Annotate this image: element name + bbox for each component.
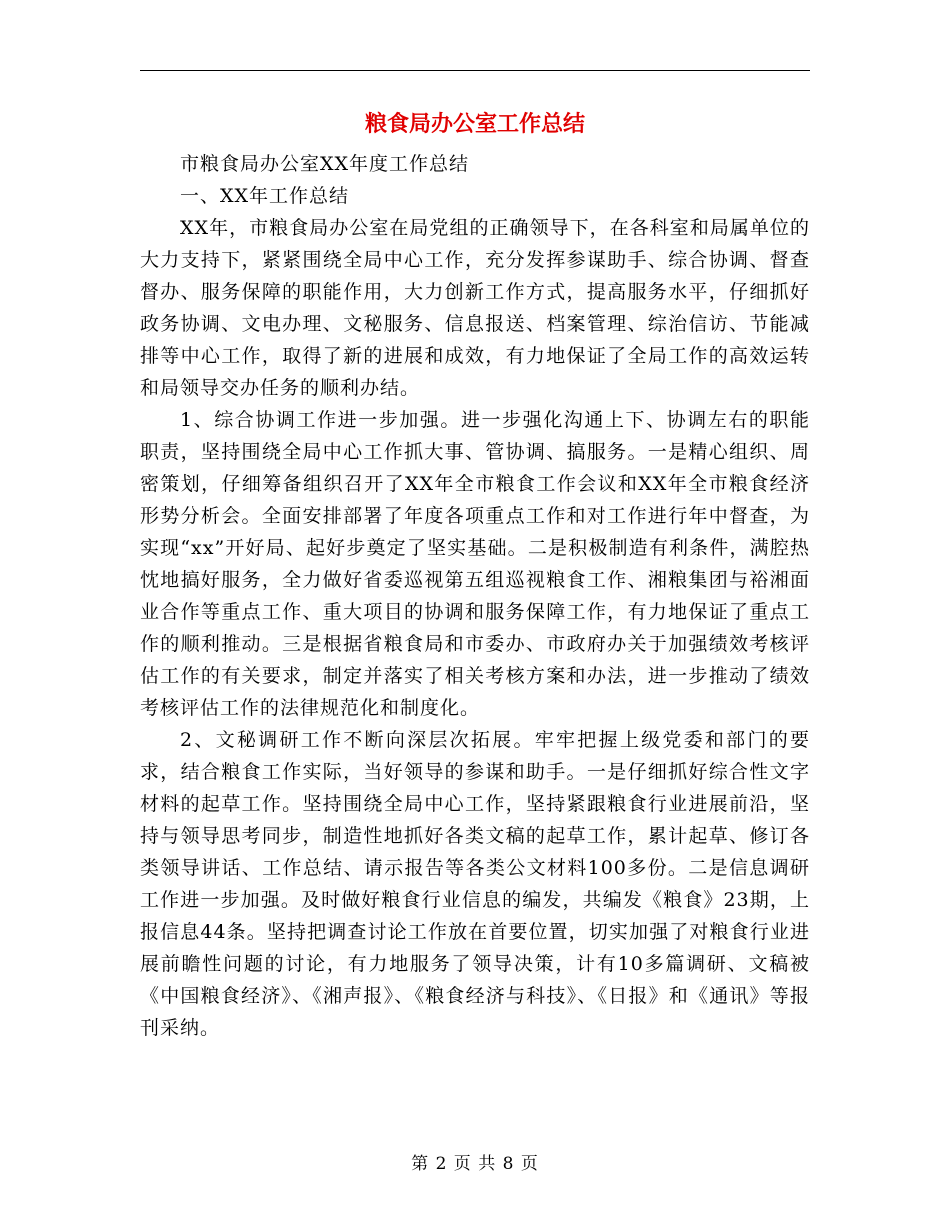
header-rule — [140, 70, 810, 71]
document-title: 粮食局办公室工作总结 — [364, 112, 585, 137]
section-heading: 一、XX年工作总结 — [180, 185, 350, 207]
paragraph-coordination: 1、综合协调工作进一步加强。进一步强化沟通上下、协调左右的职能职责，坚持围绕全局中心工作抓大事、管协调、搞服务。一是精心组织、周密策划，仔细筹备组织召开了XX年全市粮食工作会议和XX年全市粮食经济形势分析会。全面安排部署了年度各项重点工作和对工作进行年中督查，为实现“xx”开好局、起好步奠定了坚实基础。二是积极制造有利条件，满腔热忱地搞好服务，全力做好省委巡视第五组巡视粮食工作、湘粮集团与裕湘面业合作等重点工作、重大项目的协调和服务保障工作，有力地保证了重点工作的顺利推动。三是根据省粮食局和市委办、市政府办关于加强绩效考核评估工作的有关要求，制定并落实了相关考核方案和办法，进一步推动了绩效考核评估工作的法律规范化和制度化。 — [140, 409, 810, 719]
subtitle-line: 市粮食局办公室XX年度工作总结 — [180, 153, 470, 175]
paragraph-secretarial-research: 2、文秘调研工作不断向深层次拓展。牢牢把握上级党委和部门的要求，结合粮食工作实际，当好领导的参谋和助手。一是仔细抓好综合性文字材料的起草工作。坚持围绕全局中心工作，坚持紧跟粮食行业进展前沿，坚持与领导思考同步，制造性地抓好各类文稿的起草工作，累计起草、修订各类领导讲话、工作总结、请示报告等各类公文材料100多份。二是信息调研工作进一步加强。及时做好粮食行业信息的编发，共编发《粮食》23期，上报信息44条。坚持把调查讨论工作放在首要位置，切实加强了对粮食行业进展前瞻性问题的讨论，有力地服务了领导决策，计有10多篇调研、文稿被《中国粮食经济》、《湘声报》、《粮食经济与科技》、《日报》和《通讯》等报刊采纳。 — [140, 729, 810, 1039]
document-body — [140, 148, 810, 1044]
paragraph-intro: XX年，市粮食局办公室在局党组的正确领导下，在各科室和局属单位的大力支持下，紧紧围绕全局中心工作，充分发挥参谋助手、综合协调、督查督办、服务保障的职能作用，大力创新工作方式，提高服务水平，仔细抓好政务协调、文电办理、文秘服务、信息报送、档案管理、综治信访、节能减排等中心工作，取得了新的进展和成效，有力地保证了全局工作的高效运转和局领导交办任务的顺利办结。 — [140, 217, 810, 399]
page-footer: 第 2 页 共 8 页 — [411, 1154, 539, 1174]
